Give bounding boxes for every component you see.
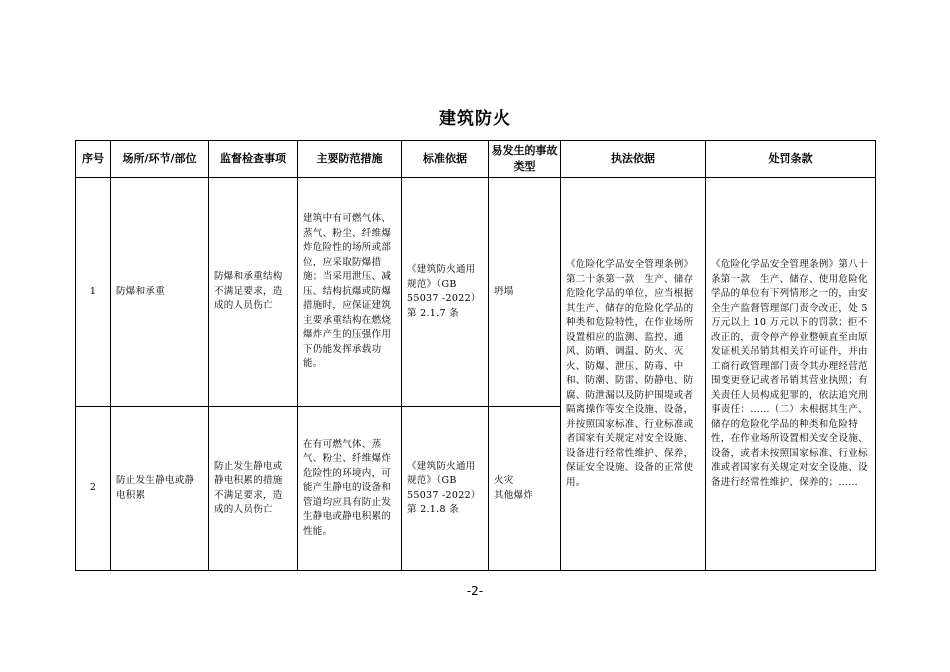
row-number: 1 bbox=[76, 178, 111, 407]
header-inspection: 监督检查事项 bbox=[209, 141, 298, 178]
row-place: 防爆和承重 bbox=[111, 178, 209, 407]
header-law-basis: 执法依据 bbox=[561, 141, 706, 178]
page-number: -2- bbox=[466, 584, 484, 598]
row-standard: 《建筑防火通用规范》（GB 55037 -2022）第 2.1.8 条 bbox=[402, 407, 489, 571]
row-standard: 《建筑防火通用规范》（GB 55037 -2022）第 2.1.7 条 bbox=[402, 178, 489, 407]
row-number: 2 bbox=[76, 407, 111, 571]
row-place: 防止发生静电或静电积累 bbox=[111, 407, 209, 571]
table-row bbox=[76, 178, 876, 407]
row-measures: 建筑中有可燃气体、蒸气、粉尘、纤维爆炸危险性的场所或部位，应采取防爆措施；当采用泄压、减压、结构抗爆或防爆措施时，应保证建筑主要承重结构在燃烧爆炸产生的压强作用下仍能发挥承载功能。 bbox=[298, 178, 402, 407]
row-measures: 在有可燃气体、蒸气、粉尘、纤维爆炸危险性的环境内，可能产生静电的设备和管道均应具有防止发生静电或静电积累的性能。 bbox=[298, 407, 402, 571]
header-standard: 标准依据 bbox=[402, 141, 489, 178]
header-no: 序号 bbox=[76, 141, 111, 178]
law-basis-cell: 《危险化学品安全管理条例》第二十条第一款 生产、储存危险化学品的单位，应当根据其生产、储存的危险化学品的种类和危险特性，在作业场所设置相应的监测、监控、通风、防晒、调温、防火、灭火、防爆、泄压、防毒、中和、防潮、防雷、防静电、防腐、防泄漏以及防护围堤或者隔离操作等安全设施、设备，并按照国家标准、行业标准或者国家有关规定对安全设施、设备进行经常性维护、保养，保证安全设施、设备的正常使用。 bbox=[561, 178, 706, 571]
header-accident: 易发生的事故类型 bbox=[489, 141, 561, 178]
table-header-row bbox=[76, 141, 876, 178]
row-inspection: 防爆和承重结构不满足要求，造成的人员伤亡 bbox=[209, 178, 298, 407]
row-accident: 火灾 其他爆炸 bbox=[489, 407, 561, 571]
row-inspection: 防止发生静电或静电积累的措施不满足要求，造成的人员伤亡 bbox=[209, 407, 298, 571]
regulation-table bbox=[75, 140, 876, 571]
page-title: 建筑防火 bbox=[439, 109, 511, 129]
header-measures: 主要防范措施 bbox=[298, 141, 402, 178]
penalty-cell: 《危险化学品安全管理条例》第八十条第一款 生产、储存、使用危险化学品的单位有下列情形之一的，由安全生产监督管理部门责令改正，处 5 万元以上 10 万元以下的罚款；拒不改正的，责令停产停业整顿直至由原发证机关吊销其相关许可证件，并由工商行政管理部门责令其办理经营范围变更登记或者吊销其营业执照；有关责任人员构成犯罪的，依法追究刑事责任：……（二）未根据其生产、储存的危险化学品的种类和危险特性，在作业场所设置相关安全设施、设备，或者未按照国家标准、行业标准或者国家有关规定对安全设施、设备进行经常性维护、保养的；…… bbox=[706, 178, 876, 571]
header-penalty: 处罚条款 bbox=[706, 141, 876, 178]
header-place: 场所/环节/部位 bbox=[111, 141, 209, 178]
row-accident: 坍塌 bbox=[489, 178, 561, 407]
